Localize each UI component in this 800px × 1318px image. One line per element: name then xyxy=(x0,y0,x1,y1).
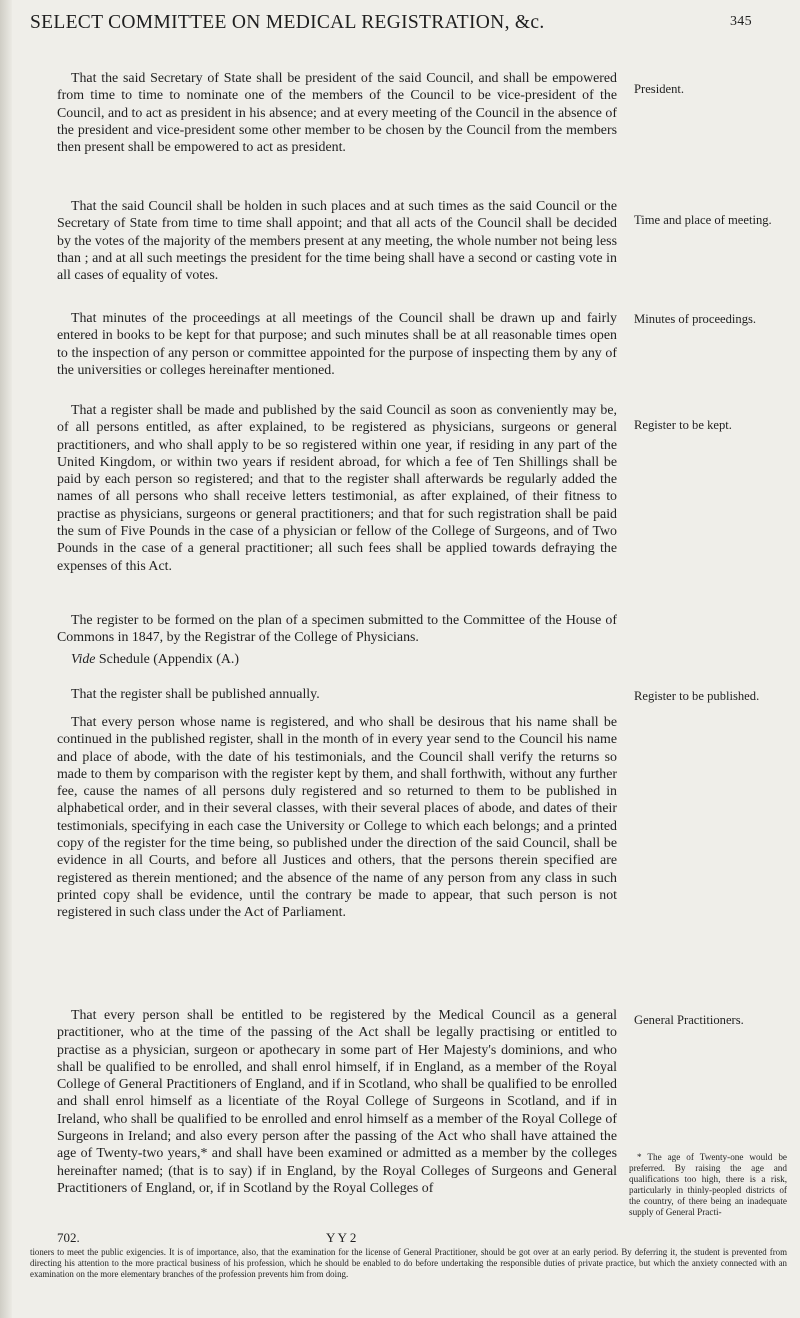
paragraph-vide xyxy=(57,651,617,668)
paragraph-continued-register: That every person whose name is registered, and who shall be desirous that his name shall be continued in the published register, shall in the month of in every year send to the Council his name and place of abode, with the date of his testimonials, and the Council shall verify the returns so made to them by comparison with the register kept by them, and shall forthwith, without any further fee, cause the names of all persons duly registered and so returned to them to be published in alphabetical order, and in their several classes, with their several places of abode, and dates of their testimonials, specifying in each case the University or College to which each belongs; and a printed copy of the register for the time being, so published under the direction of the said Council, shall be evidence in all Courts, and before all Justices and others, that the persons therein specified are registered as therein mentioned; and the absence of the name of any person from any class in such printed copy shall be evidence, until the contrary be made to appear, that such person is not registered in such class under the Act of Parliament. xyxy=(57,715,617,921)
page-number: 345 xyxy=(730,14,752,29)
footnote-side: * The age of Twenty-one would be preferred. By raising the age and qualifications too high, there is a risk, particularly in thinly-peopled districts of the country, of there being an inadequate supply of General Practi- xyxy=(629,1152,787,1217)
margin-note-time-place: Time and place of meeting. xyxy=(634,213,772,227)
margin-note-president: President. xyxy=(634,82,685,96)
paragraph-register: That a register shall be made and published by the said Council as soon as conveniently may be, of all persons entitled, as after explained, to be registered as physicians, surgeons or general practitioners, and who shall apply to be so registered within one year, if residing in any part of the United Kingdom, or within two years if resident abroad, for which a fee of Ten Shillings shall be paid by each person so registered; and that to the register shall afterwards be regularly added the names of all persons who shall receive letters testimonial, as after explained, of their fitness to practise as physicians, surgeons or general practitioners; and that for such registration shall be paid the sum of Five Pounds in the case of a physician or fellow of the College of Surgeons, and of Two Pounds in the case of a general practitioner; all such fees shall be applied towards defraying the expenses of this Act. xyxy=(57,403,617,574)
running-header xyxy=(30,12,770,34)
margin-note-minutes: Minutes of proceedings. xyxy=(634,312,757,326)
footnote-continuation: tioners to meet the public exigencies. It is of importance, also, that the examination for the license of General Practitioner, should be got over at an early period. By deferring it, the student is prevented from directing his attention to the more practical business of his profession, which he should be enabled to do before undertaking the responsible duties of private practice, but which the anxiety connected with an examination on the more elementary branches of the profession prevents him from doing. xyxy=(30,1247,787,1279)
margin-note-register-published: Register to be published. xyxy=(634,689,760,703)
vide-text: Schedule (Appendix (A.) xyxy=(98,652,239,667)
paragraph-register-plan: The register to be formed on the plan of a specimen submitted to the Committee of the House of Commons in 1847, by the Registrar of the College of Physicians. xyxy=(57,613,617,646)
paragraph-general-practitioner: That every person shall be entitled to be registered by the Medical Council as a general practitioner, who at the time of the passing of the Act shall be legally practising or entitled to practise as a physician, surgeon or apothecary in some part of Her Majesty's dominions, and who shall be qualified to be enrolled, and shall enrol himself, if in England, as a member of the Royal College of General Practitioners of England, and if in Scotland, who shall be qualified to be enrolled and shall enrol himself as a licentiate of the Royal College of Surgeons in Scotland, and if in Ireland, who shall be qualified to be enrolled and enrol himself as a member of the Royal College of Surgeons in Ireland; and also every person after the passing of the Act who shall have attained the age of Twenty-two years,* and shall have been examined or admitted as a member by the colleges hereinafter named; (that is to say) if in England, by the Royal Colleges of Surgeons and General Practitioners of England, or, if in Scotland by the Royal Colleges of xyxy=(57,1008,617,1196)
paragraph-published-annually: That the register shall be published annually. xyxy=(71,687,320,702)
page-gutter-shadow xyxy=(0,0,12,1318)
signature-mark: Y Y 2 xyxy=(326,1230,357,1245)
paragraph-minutes: That minutes of the proceedings at all meetings of the Council shall be drawn up and fairly entered in books to be kept for that purpose; and such minutes shall be at all reasonable times open to the inspection of any person or committee appointed for the purpose of inspecting them by any of the universities or colleges hereinafter mentioned. xyxy=(57,311,617,378)
margin-note-register-kept: Register to be kept. xyxy=(634,418,732,432)
margin-note-general-practitioners: General Practitioners. xyxy=(634,1013,744,1027)
signature-number: 702. xyxy=(57,1230,80,1245)
paragraph-president: That the said Secretary of State shall be president of the said Council, and shall be empowered from time to time to nominate one of the members of the Council to be vice-president of the Council, and to act as president in his absence; and at every meeting of the Council in the absence of the president and vice-president some other member to be chosen by the Council from the members then present shall be empowered to act as president. xyxy=(57,71,617,156)
vide-label: Vide xyxy=(71,652,96,667)
paragraph-meetings: That the said Council shall be holden in such places and at such times as the said Council or the Secretary of State from time to time shall appoint; and that all acts of the Council shall be decided by the votes of the majority of the members present at any meeting, the whole number not being less than ; and at all such meetings the president for the time being shall have a second or casting vote in all cases of equality of votes. xyxy=(57,199,617,284)
header-title: SELECT COMMITTEE ON MEDICAL REGISTRATION, &c. xyxy=(30,12,545,33)
